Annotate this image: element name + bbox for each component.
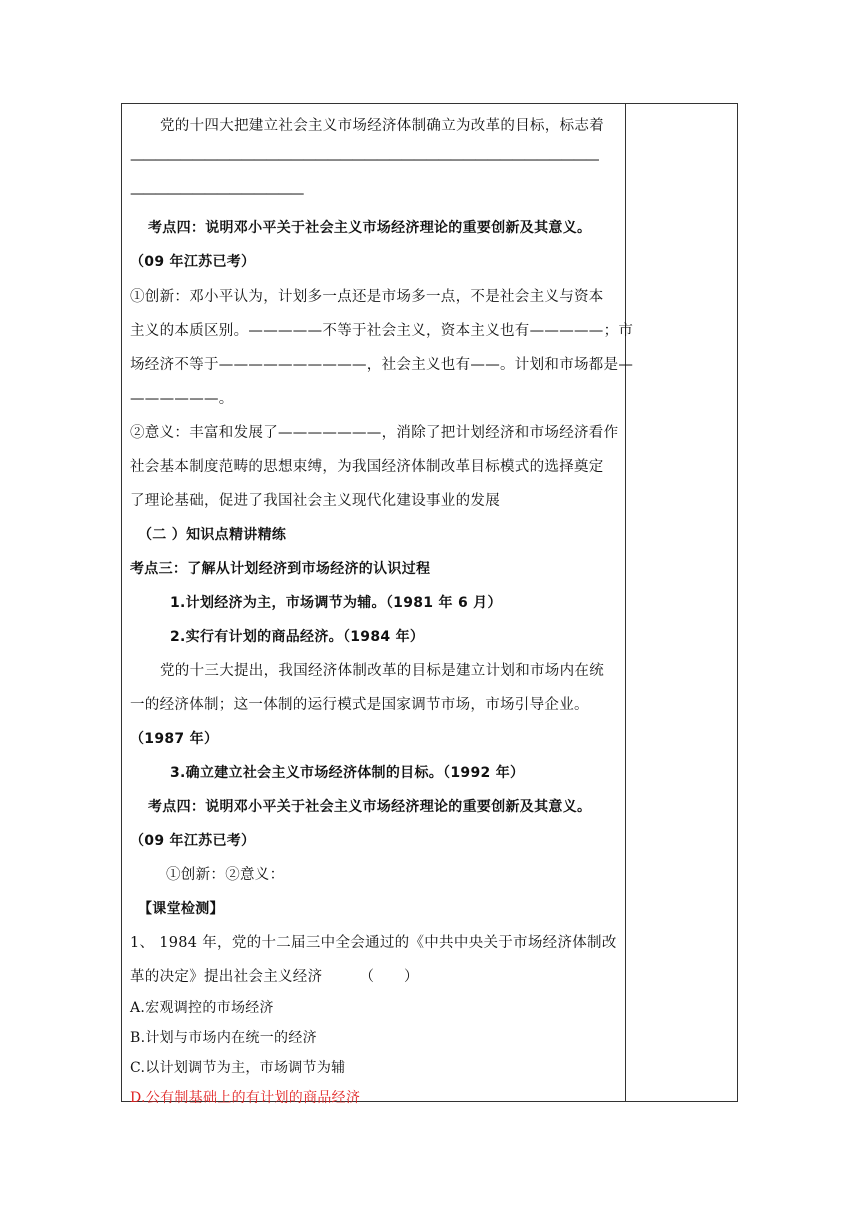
section-heading: （二 ）知识点精讲精练 (138, 527, 287, 543)
text-line: 了理论基础，促进了我国社会主义现代化建设事业的发展 (130, 493, 500, 509)
section-heading: 考点四：说明邓小平关于社会主义市场经济理论的重要创新及其意义。 (148, 220, 592, 236)
option-d-answer: D.公有制基础上的有计划的商品经济 (130, 1090, 361, 1106)
text-line: 主义的本质区别。—————不等于社会主义，资本主义也有—————；市 (130, 323, 634, 339)
option-c: C.以计划调节为主，市场调节为辅 (130, 1060, 346, 1076)
section-heading: 考点四：说明邓小平关于社会主义市场经济理论的重要创新及其意义。 (148, 799, 592, 815)
text-line: ②意义：丰富和发展了———————，消除了把计划经济和市场经济看作 (130, 425, 619, 441)
question-stem: 1、 1984 年，党的十二届三中全会通过的《中共中央关于市场经济体制改 (130, 935, 617, 951)
section-heading: 考点三：了解从计划经济到市场经济的认识过程 (130, 561, 431, 577)
blank-line: —————————————————————————————————————— (130, 152, 598, 168)
text-line: ——————。 (130, 391, 234, 407)
text-line: 党的十四大把建立社会主义市场经济体制确立为改革的目标，标志着 (160, 118, 604, 134)
worksheet-table (121, 103, 738, 1106)
text-line: 场经济不等于——————————，社会主义也有——。计划和市场都是— (130, 357, 634, 373)
text-line: ①创新：②意义： (166, 867, 285, 883)
text-line: 社会基本制度范畴的思想束缚，为我国经济体制改革目标模式的选择奠定 (130, 459, 604, 475)
list-item: 1.计划经济为主，市场调节为辅。（1981 年 6 月） (170, 595, 502, 611)
list-item: 2.实行有计划的商品经济。（1984 年） (170, 629, 425, 645)
option-b: B.计划与市场内在统一的经济 (130, 1030, 317, 1046)
section-heading: 【课堂检测】 (138, 901, 224, 917)
exam-note: （09 年江苏已考） (130, 254, 256, 270)
option-a: A.宏观调控的市场经济 (130, 1000, 274, 1016)
question-stem: 革的决定》提出社会主义经济 （ ） (130, 969, 419, 985)
text-line: ①创新：邓小平认为，计划多一点还是市场多一点，不是社会主义与资本 (130, 289, 604, 305)
list-item: 3.确立建立社会主义市场经济体制的目标。（1992 年） (170, 765, 525, 781)
text-line: 一的经济体制；这一体制的运行模式是国家调节市场，市场引导企业。 (130, 697, 589, 713)
text-line: 党的十三大提出，我国经济体制改革的目标是建立计划和市场内在统 (160, 663, 604, 679)
blank-line: —————————————— (130, 186, 303, 202)
text-line: （1987 年） (130, 731, 219, 747)
column-divider (625, 104, 626, 1101)
exam-note: （09 年江苏已考） (130, 833, 256, 849)
